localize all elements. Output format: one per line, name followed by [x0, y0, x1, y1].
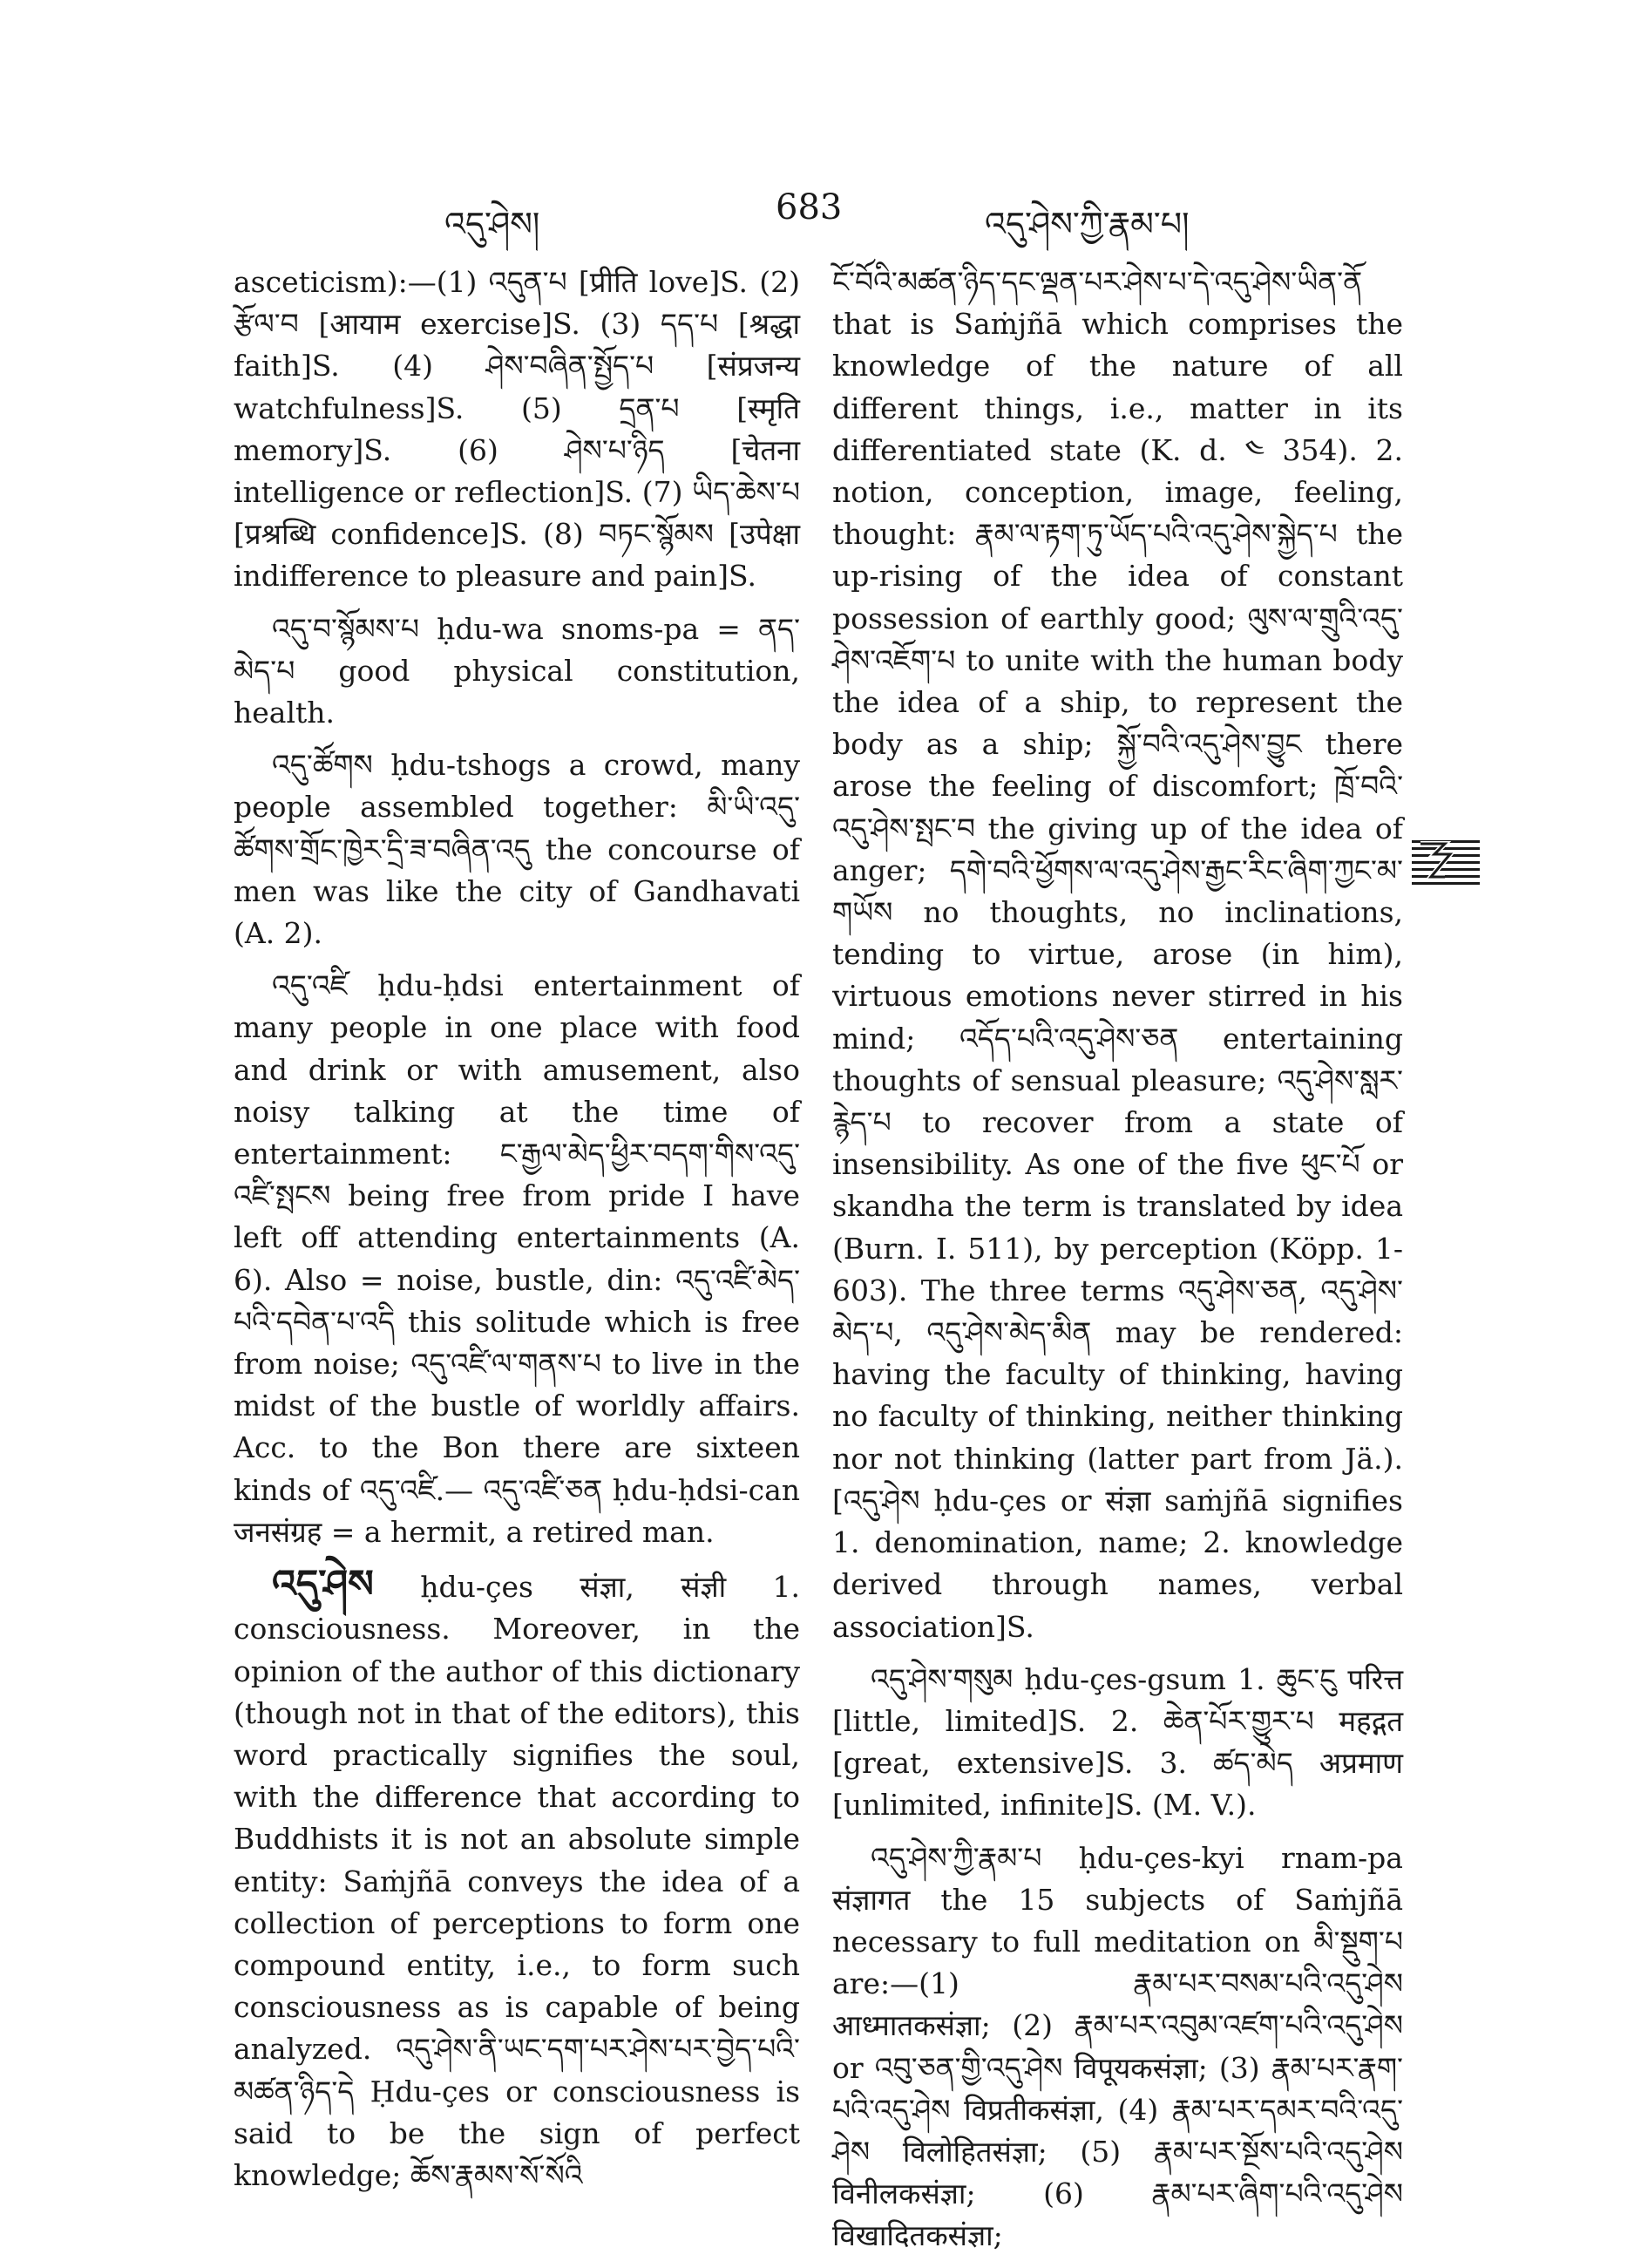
entry-paragraph: འདུ་ཤེས་ཀྱི་རྣམ་པ ḥdu-çes-kyi rnam-pa संज्ञागत the 15 subjects of Saṁjñā necessary to full meditation on མི་སྡུག་པ are:—(1) རྣམ་པར་བསམ་པའི་འདུ་ཤེས आध्मातकसंज्ञा; (2) རྣམ་པར་འབུམ་འཛག་པའི་འདུ་ཤེས or འབུ་ཅན་གྱི་འདུ་ཤེས विपूयकसंज्ञा; (3) རྣམ་པར་རྣག་པའི་འདུ་ཤེས विप्रतीकसंज्ञा, (4) རྣམ་པར་དམར་བའི་འདུ་ཤེས विलोहितसंज्ञा; (5) རྣམ་པར་སྔོས་པའི་འདུ་ཤེས विनीलकसंज्ञा; (6) རྣམ་པར་ཞིག་པའི་འདུ་ཤེས विखादितकसंज्ञा;: [832, 1840, 1403, 2253]
entry-paragraph: འདུ་ཚོགས ḥdu-tshogs a crowd, many people assembled together: མི་ཡི་འདུ་ཚོགས་གྲོང་ཁྱེར་དྲི་ཟ་བཞིན་འདུ the concourse of men was like the city of Gandhavati (A. 2).: [234, 748, 800, 951]
entry-paragraph: ངོ་བོའི་མཚན་ཉིད་དང་ལྡན་པར་ཤེས་པ་དེ་འདུ་ཤེས་ཡིན་ནོ that is Saṁjñā which comprises the knowledge of the nature of all different things, i.e., matter in its differentiated state (K. d. ༤ 354). 2. notion, conception, image, feeling, thought: རྣམ་ལ་རྟག་ཏུ་ཡོད་པའི་འདུ་ཤེས་སྐྱེད་པ the up-rising of the idea of constant possession of earthly good; ལུས་ལ་གྲུའི་འདུ་ཤེས་འཇོག་པ to unite with the human body the idea of a ship, to represent the body as a ship; སྐྱོ་བའི་འདུ་ཤེས་བྱུང there arose the feeling of discomfort; ཁྲོ་བའི་འདུ་ཤེས་སྤང་བ the giving up of the idea of anger; དགེ་བའི་ཕྱོགས་ལ་འདུ་ཤེས་རྒྱང་རིང་ཞིག་ཀྱང་མ་གཡོས no thoughts, no inclinations, tending to virtue, arose (in him), virtuous emotions never stirred in his mind; འདོད་པའི་འདུ་ཤེས་ཅན entertaining thoughts of sensual pleasure; འདུ་ཤེས་སླར་རྙེད་པ to recover from a state of insensibility. As one of the five ཕུང་པོ or skandha the term is translated by idea (Burn. I. 511), by perception (Köpp. 1-603). The three terms འདུ་ཤེས་ཅན, འདུ་ཤེས་མེད་པ, འདུ་ཤེས་མེད་མིན may be rendered: having the faculty of thinking, having no faculty of thinking, neither thinking nor not thinking (latter part from Jä.). [འདུ་ཤེས ḥdu-çes or संज्ञा saṁjñā signifies 1. denomination, name; 2. knowledge derived through names, verbal association]S.: [832, 265, 1403, 1644]
main-headword: འདུ་ཤེས: [272, 1562, 374, 1607]
entry-paragraph: asceticism):—(1) འདུན་པ [प्रीति love]S. (2) རྩོལ་བ [आयाम exercise]S. (3) དད་པ [श्रद्धा faith]S. (4) ཤེས་བཞིན་སྤྱོད་པ [संप्रजन्य watchfulness]S. (5) དྲན་པ [स्मृति memory]S. (6) ཤེས་པ་ཉིད [चेतना intelligence or reflection]S. (7) ཡིད་ཆེས་པ [प्रश्रब्धि confidence]S. (8) བཏང་སྙོམས [उपेक्षा indifference to pleasure and pain]S.: [234, 265, 800, 594]
left-column: [234, 261, 800, 2207]
entry-paragraph: འདུ་འཛི ḥdu-ḥdsi entertainment of many people in one place with food and drink or with amusement, also noisy talking at the time of entertainment: ང་རྒྱལ་མེད་ཕྱིར་བདག་གིས་འདུ་འཛི་སྤངས being free from pride I have left off attending entertainments (A. 6). Also = noise, bustle, din: འདུ་འཛི་མེད་པའི་དབེན་པ་འདི this solitude which is free from noise; འདུ་འཛི་ལ་གནས་པ to live in the midst of the bustle of worldly affairs. Acc. to the Bon there are sixteen kinds of འདུ་འཛི.— འདུ་འཛི་ཅན ḥdu-ḥdsi-can जनसंग्रह = a hermit, a retired man.: [234, 968, 800, 1549]
header-right-guideword: འདུ་ཤེས་ཀྱི་རྣམ་པ།: [985, 205, 1190, 243]
margin-letter-mark: [1410, 835, 1481, 889]
main-entry-text: ḥdu-çes संज्ञा, संज्ञी 1. consciousness. Moreover, in the opinion of the author of this dictionary (though not in that of the editors), this word practically signifies the soul, with the difference that according to Buddhists it is not an absolute simple entity: Saṁjñā conveys the idea of a collection of perceptions to form one compound entity, i.e., to form such consciousness as is capable of being analyzed. འདུ་ཤེས་ནི་ཡང་དག་པར་ཤེས་པར་བྱེད་པའི་མཚན་ཉིད་དེ Ḥdu-çes or consciousness is said to be the sign of perfect knowledge; ཆོས་རྣམས་སོ་སོའི: [234, 1570, 800, 2192]
right-column: [832, 261, 1403, 2268]
page-number: 683: [776, 187, 843, 227]
entry-paragraph: འདུ་བ་སྙོམས་པ ḥdu-wa snoms-pa = ནད་མེད་པ good physical constitution, health.: [234, 611, 800, 730]
entry-paragraph: འདུ་ཤེས་གསུམ ḥdu-çes-gsum 1. ཆུང་ངུ परित्त [little, limited]S. 2. ཆེན་པོར་གྱུར་པ महद्गत [great, extensive]S. 3. ཚད་མེད अप्रमाण [unlimited, infinite]S. (M. V.).: [832, 1661, 1403, 1823]
page-header: [410, 187, 1325, 243]
header-left-guideword: འདུ་ཤེས།: [444, 205, 540, 243]
main-entry-paragraph: [234, 1564, 800, 2197]
